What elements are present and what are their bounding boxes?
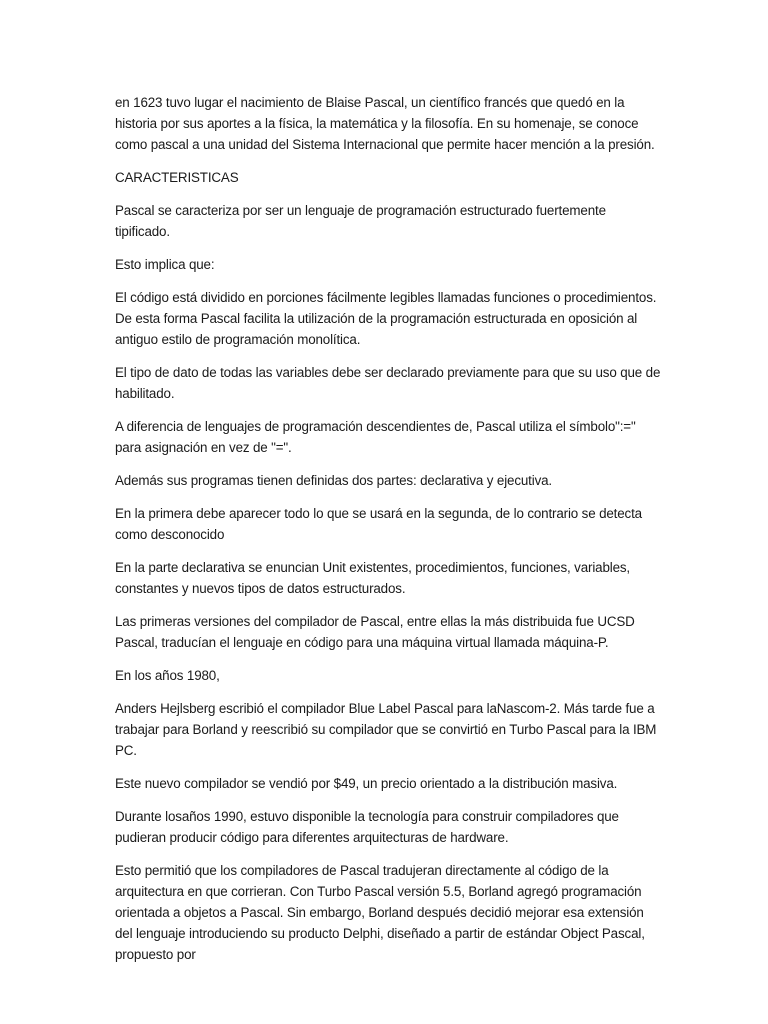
paragraph: A diferencia de lenguajes de programación descendientes de, Pascal utiliza el símbolo":=" para asignación en vez de "=". bbox=[115, 419, 636, 455]
paragraph: El tipo de dato de todas las variables debe ser declarado previamente para que su uso que de habilitado. bbox=[115, 365, 661, 401]
paragraph: Esto implica que: bbox=[115, 257, 215, 272]
paragraph: Este nuevo compilador se vendió por $49, un precio orientado a la distribución masiva. bbox=[115, 776, 618, 791]
paragraph-intro: en 1623 tuvo lugar el nacimiento de Blaise Pascal, un científico francés que quedó en la historia por sus aportes a la física, la matemática y la filosofía. En su homenaje, se conoce como pascal a una unidad del Sistema Internacional que permite hacer mención a la presión. bbox=[115, 95, 655, 152]
paragraph: Las primeras versiones del compilador de Pascal, entre ellas la más distribuida fue UCSD Pascal, traducían el lenguaje en código para una máquina virtual llamada máquina-P. bbox=[115, 614, 635, 650]
paragraph: Durante losaños 1990, estuvo disponible la tecnología para construir compiladores que pudieran producir código para diferentes arquitecturas de hardware. bbox=[115, 809, 619, 845]
document-body bbox=[115, 92, 663, 977]
paragraph: Pascal se caracteriza por ser un lenguaje de programación estructurado fuertemente tipificado. bbox=[115, 203, 606, 239]
paragraph: En los años 1980, bbox=[115, 668, 220, 683]
paragraph: Además sus programas tienen definidas dos partes: declarativa y ejecutiva. bbox=[115, 473, 552, 488]
paragraph: Esto permitió que los compiladores de Pascal tradujeran directamente al código de la arquitectura en que corrieran. Con Turbo Pascal versión 5.5, Borland agregó programación orientada a objetos a Pascal. Sin embargo, Borland después decidió mejorar esa extensión del lenguaje introduciendo su producto Delphi, diseñado a partir de estándar Object Pascal, propuesto por bbox=[115, 863, 645, 962]
paragraph: En la primera debe aparecer todo lo que se usará en la segunda, de lo contrario se detecta como desconocido bbox=[115, 506, 642, 542]
section-heading: CARACTERISTICAS bbox=[115, 170, 239, 185]
paragraph: El código está dividido en porciones fácilmente legibles llamadas funciones o procedimientos. De esta forma Pascal facilita la utilización de la programación estructurada en oposición al antiguo estilo de programación monolítica. bbox=[115, 290, 657, 347]
paragraph: Anders Hejlsberg escribió el compilador Blue Label Pascal para laNascom-2. Más tarde fue a trabajar para Borland y reescribió su compilador que se convirtió en Turbo Pascal para la IBM PC. bbox=[115, 701, 657, 758]
paragraph: En la parte declarativa se enuncian Unit existentes, procedimientos, funciones, variables, constantes y nuevos tipos de datos estructurados. bbox=[115, 560, 630, 596]
